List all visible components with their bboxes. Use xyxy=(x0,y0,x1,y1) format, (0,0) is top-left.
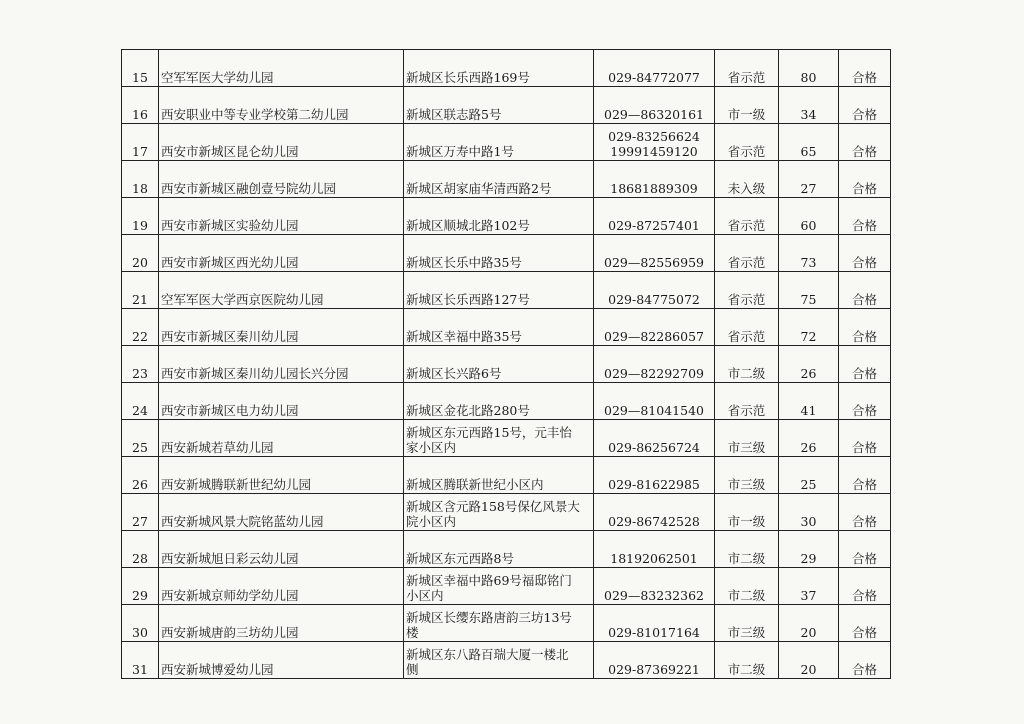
table-row xyxy=(122,531,891,568)
result-cell: 合格 xyxy=(839,457,891,494)
address-cell-line: 新城区联志路5号 xyxy=(406,107,502,122)
table-row xyxy=(122,124,891,161)
phone-cell xyxy=(594,531,715,568)
address-cell-line: 家小区内 xyxy=(406,440,457,455)
result-cell: 合格 xyxy=(839,124,891,161)
count-cell: 26 xyxy=(779,420,839,457)
phone-cell xyxy=(594,568,715,605)
level-cell: 省示范 xyxy=(715,383,779,420)
row-number-cell: 18 xyxy=(122,161,159,198)
address-cell-line: 新城区幸福中路35号 xyxy=(406,329,522,344)
level-cell: 省示范 xyxy=(715,50,779,87)
kindergarten-name-cell: 西安新城风景大院铭蓝幼儿园 xyxy=(159,494,404,531)
address-cell-line: 新城区顺城北路102号 xyxy=(406,218,530,233)
count-cell: 75 xyxy=(779,272,839,309)
address-cell xyxy=(404,531,594,568)
level-cell: 省示范 xyxy=(715,124,779,161)
row-number-cell: 23 xyxy=(122,346,159,383)
phone-cell xyxy=(594,346,715,383)
result-cell: 合格 xyxy=(839,87,891,124)
count-cell: 65 xyxy=(779,124,839,161)
address-cell-line: 新城区金花北路280号 xyxy=(406,403,530,418)
count-cell: 37 xyxy=(779,568,839,605)
row-number-cell: 27 xyxy=(122,494,159,531)
address-cell xyxy=(404,457,594,494)
phone-cell-line: 029-83256624 xyxy=(608,129,700,144)
address-cell-line: 院小区内 xyxy=(406,514,457,529)
level-cell: 省示范 xyxy=(715,309,779,346)
table-row xyxy=(122,272,891,309)
phone-cell-line: 029—82286057 xyxy=(604,329,704,344)
row-number-cell: 20 xyxy=(122,235,159,272)
row-number-cell: 26 xyxy=(122,457,159,494)
row-number-cell: 22 xyxy=(122,309,159,346)
address-cell-line: 新城区长乐中路35号 xyxy=(406,255,522,270)
phone-cell-line: 029-84772077 xyxy=(608,70,700,85)
phone-cell xyxy=(594,494,715,531)
kindergarten-name-cell: 空军军医大学幼儿园 xyxy=(159,50,404,87)
address-cell xyxy=(404,235,594,272)
row-number-cell: 17 xyxy=(122,124,159,161)
phone-cell xyxy=(594,124,715,161)
phone-cell xyxy=(594,383,715,420)
phone-cell-line: 029-84775072 xyxy=(608,292,700,307)
phone-cell xyxy=(594,642,715,679)
kindergarten-name-cell: 西安新城腾联新世纪幼儿园 xyxy=(159,457,404,494)
address-cell-line: 新城区长乐西路169号 xyxy=(406,70,530,85)
phone-cell-line: 029-87369221 xyxy=(608,662,700,677)
phone-cell-line: 18681889309 xyxy=(610,181,698,196)
count-cell: 20 xyxy=(779,642,839,679)
level-cell: 省示范 xyxy=(715,272,779,309)
table-row xyxy=(122,161,891,198)
count-cell: 30 xyxy=(779,494,839,531)
level-cell: 省示范 xyxy=(715,235,779,272)
count-cell: 34 xyxy=(779,87,839,124)
result-cell: 合格 xyxy=(839,50,891,87)
kindergarten-name-cell: 西安新城旭日彩云幼儿园 xyxy=(159,531,404,568)
row-number-cell: 25 xyxy=(122,420,159,457)
table-row xyxy=(122,420,891,457)
phone-cell-line: 029-86742528 xyxy=(608,514,700,529)
result-cell: 合格 xyxy=(839,161,891,198)
address-cell-line: 新城区长缨东路唐韵三坊13号 xyxy=(406,610,572,625)
table-row xyxy=(122,50,891,87)
phone-cell-line: 029—82292709 xyxy=(604,366,704,381)
level-cell: 市三级 xyxy=(715,457,779,494)
kindergarten-name-cell: 西安新城博爱幼儿园 xyxy=(159,642,404,679)
kindergarten-name-cell: 西安市新城区电力幼儿园 xyxy=(159,383,404,420)
address-cell xyxy=(404,420,594,457)
count-cell: 27 xyxy=(779,161,839,198)
kindergarten-name-cell: 西安市新城区实验幼儿园 xyxy=(159,198,404,235)
phone-cell xyxy=(594,420,715,457)
count-cell: 72 xyxy=(779,309,839,346)
result-cell: 合格 xyxy=(839,531,891,568)
count-cell: 29 xyxy=(779,531,839,568)
table-row xyxy=(122,235,891,272)
phone-cell xyxy=(594,198,715,235)
address-cell xyxy=(404,124,594,161)
row-number-cell: 24 xyxy=(122,383,159,420)
address-cell-line: 新城区长兴路6号 xyxy=(406,366,502,381)
row-number-cell: 30 xyxy=(122,605,159,642)
result-cell: 合格 xyxy=(839,235,891,272)
phone-cell-line: 029-81017164 xyxy=(608,625,700,640)
row-number-cell: 28 xyxy=(122,531,159,568)
address-cell xyxy=(404,383,594,420)
address-cell xyxy=(404,198,594,235)
count-cell: 20 xyxy=(779,605,839,642)
phone-cell xyxy=(594,605,715,642)
address-cell-line: 新城区东元西路8号 xyxy=(406,551,514,566)
address-cell-line: 新城区含元路158号保亿风景大 xyxy=(406,499,580,514)
address-cell xyxy=(404,568,594,605)
address-cell-line: 新城区腾联新世纪小区内 xyxy=(406,477,544,492)
table-row xyxy=(122,457,891,494)
address-cell-line: 小区内 xyxy=(406,588,444,603)
address-cell xyxy=(404,494,594,531)
count-cell: 73 xyxy=(779,235,839,272)
address-cell xyxy=(404,642,594,679)
phone-cell xyxy=(594,50,715,87)
address-cell xyxy=(404,161,594,198)
kindergarten-name-cell: 西安新城唐韵三坊幼儿园 xyxy=(159,605,404,642)
phone-cell-line: 029-86256724 xyxy=(608,440,700,455)
row-number-cell: 15 xyxy=(122,50,159,87)
result-cell: 合格 xyxy=(839,642,891,679)
phone-cell xyxy=(594,87,715,124)
phone-cell-line: 029—86320161 xyxy=(604,107,704,122)
kindergarten-name-cell: 西安市新城区秦川幼儿园长兴分园 xyxy=(159,346,404,383)
row-number-cell: 16 xyxy=(122,87,159,124)
table-row xyxy=(122,383,891,420)
result-cell: 合格 xyxy=(839,494,891,531)
table-row xyxy=(122,346,891,383)
table-body xyxy=(122,50,891,679)
address-cell xyxy=(404,50,594,87)
phone-cell xyxy=(594,457,715,494)
phone-cell-line: 029—82556959 xyxy=(604,255,704,270)
row-number-cell: 31 xyxy=(122,642,159,679)
table-row xyxy=(122,198,891,235)
phone-cell-line: 029-81622985 xyxy=(608,477,700,492)
count-cell: 60 xyxy=(779,198,839,235)
result-cell: 合格 xyxy=(839,309,891,346)
count-cell: 26 xyxy=(779,346,839,383)
kindergarten-name-cell: 西安新城若草幼儿园 xyxy=(159,420,404,457)
level-cell: 市三级 xyxy=(715,605,779,642)
phone-cell-line: 19991459120 xyxy=(610,144,698,159)
address-cell-line: 新城区东八路百瑞大厦一楼北 xyxy=(406,647,569,662)
address-cell xyxy=(404,346,594,383)
level-cell: 市三级 xyxy=(715,420,779,457)
kindergarten-name-cell: 西安职业中等专业学校第二幼儿园 xyxy=(159,87,404,124)
address-cell-line: 新城区胡家庙华清西路2号 xyxy=(406,181,552,196)
row-number-cell: 21 xyxy=(122,272,159,309)
kindergarten-name-cell: 西安市新城区融创壹号院幼儿园 xyxy=(159,161,404,198)
kindergarten-name-cell: 空军军医大学西京医院幼儿园 xyxy=(159,272,404,309)
address-cell-line: 新城区万寿中路1号 xyxy=(406,144,514,159)
result-cell: 合格 xyxy=(839,198,891,235)
result-cell: 合格 xyxy=(839,420,891,457)
row-number-cell: 19 xyxy=(122,198,159,235)
level-cell: 未入级 xyxy=(715,161,779,198)
level-cell: 市二级 xyxy=(715,531,779,568)
result-cell: 合格 xyxy=(839,605,891,642)
row-number-cell: 29 xyxy=(122,568,159,605)
kindergarten-table xyxy=(121,49,891,679)
phone-cell-line: 18192062501 xyxy=(610,551,698,566)
count-cell: 80 xyxy=(779,50,839,87)
phone-cell-line: 029-87257401 xyxy=(608,218,700,233)
result-cell: 合格 xyxy=(839,383,891,420)
kindergarten-name-cell: 西安新城京师幼学幼儿园 xyxy=(159,568,404,605)
address-cell-line: 新城区东元西路15号，元丰怡 xyxy=(406,425,572,440)
kindergarten-name-cell: 西安市新城区昆仑幼儿园 xyxy=(159,124,404,161)
table-row xyxy=(122,494,891,531)
level-cell: 市二级 xyxy=(715,346,779,383)
phone-cell-line: 029—83232362 xyxy=(604,588,704,603)
phone-cell xyxy=(594,161,715,198)
phone-cell xyxy=(594,272,715,309)
count-cell: 25 xyxy=(779,457,839,494)
result-cell: 合格 xyxy=(839,346,891,383)
phone-cell-line: 029—81041540 xyxy=(604,403,704,418)
table-row xyxy=(122,605,891,642)
address-cell xyxy=(404,272,594,309)
address-cell-line: 楼 xyxy=(406,625,419,640)
address-cell xyxy=(404,605,594,642)
level-cell: 市二级 xyxy=(715,642,779,679)
address-cell xyxy=(404,87,594,124)
table-row xyxy=(122,309,891,346)
table-row xyxy=(122,642,891,679)
address-cell xyxy=(404,309,594,346)
result-cell: 合格 xyxy=(839,568,891,605)
kindergarten-name-cell: 西安市新城区秦川幼儿园 xyxy=(159,309,404,346)
phone-cell xyxy=(594,235,715,272)
address-cell-line: 侧 xyxy=(406,662,419,677)
table-row xyxy=(122,87,891,124)
kindergarten-name-cell: 西安市新城区西光幼儿园 xyxy=(159,235,404,272)
result-cell: 合格 xyxy=(839,272,891,309)
phone-cell xyxy=(594,309,715,346)
level-cell: 省示范 xyxy=(715,198,779,235)
address-cell-line: 新城区幸福中路69号福邸铭门 xyxy=(406,573,572,588)
address-cell-line: 新城区长乐西路127号 xyxy=(406,292,530,307)
level-cell: 市一级 xyxy=(715,87,779,124)
level-cell: 市一级 xyxy=(715,494,779,531)
table-row xyxy=(122,568,891,605)
level-cell: 市二级 xyxy=(715,568,779,605)
count-cell: 41 xyxy=(779,383,839,420)
